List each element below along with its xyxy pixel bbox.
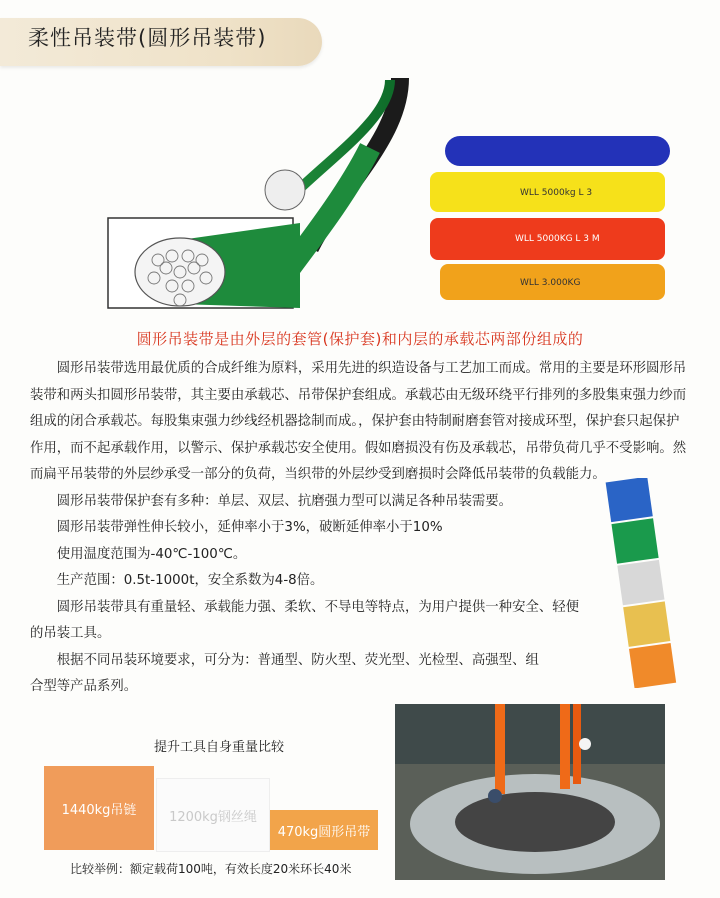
paragraph-intro: 圆形吊装带选用最优质的合成纤维为原料，采用先进的织造设备与工艺加工而成。常用的主要是环形圆形吊装带和两头扣圆形吊装带，其主要由承载芯、吊带保护套组成。承载芯由无级环绕平行排列的多股集束强力纱而组成的闭合承载芯。每股集束强力纱线经机器捻制而成。，保护套由特制耐磨套管对接成环型，保护套只起保护作用，而不起承载作用，以警示、保护承载芯安全使用。假如磨损没有伤及承载芯，吊带负荷几乎不受影响。然而扁平吊装带的外层纱承受一部分的负荷，当织带的外层纱受到磨损时会降低吊装带的负载能力。 [30, 361, 687, 482]
page-title: 柔性吊装带(圆形吊装带) [28, 26, 267, 50]
sling-color-strip [590, 478, 700, 688]
line-range: 生产范围：0.5t-1000t，安全系数为4-8倍。 [56, 573, 324, 588]
line-features: 圆形吊装带具有重量轻、承载能力强、柔软、不导电等特点，为用户提供一种安全、轻便的吊装工具。 [30, 599, 580, 641]
comparison-title: 提升工具自身重量比较 [154, 740, 285, 755]
fiber-core-small [265, 170, 305, 210]
weight-bar-wire-rope: 1200kg钢丝绳 [156, 778, 270, 852]
lifting-operation-photo [395, 704, 665, 880]
line-types: 根据不同吊装环境要求，可分为：普通型、防火型、荧光型、光检型、高强型、组合型等产品系列。 [30, 652, 539, 694]
sling-label-3: WLL 3.000KG [520, 278, 581, 288]
comparison-note: 比较举例：额定载荷100吨，有效长度20米环长40米 [70, 862, 352, 876]
weight-bar-round-sling: 470kg圆形吊带 [270, 810, 378, 850]
line-temp: 使用温度范围为-40℃-100℃。 [56, 546, 247, 562]
sling-label-1: WLL 5000kg L 3 [520, 188, 593, 198]
hero-caption: 圆形吊装带是由外层的套管(保护套)和内层的承载芯两部份组成的 [136, 330, 584, 348]
fiber-core-large [135, 238, 225, 306]
weight-bar-chain: 1440kg吊链 [44, 766, 154, 850]
line-protect: 圆形吊装带保护套有多种：单层、双层、抗磨强力型可以满足各种吊装需要。 [56, 493, 513, 509]
sling-label-2: WLL 5000KG L 3 M [515, 234, 600, 244]
line-elastic: 圆形吊装带弹性伸长较小，延伸率小于3%，破断延伸率小于10% [56, 520, 443, 535]
product-hero-illustration [100, 78, 680, 318]
sling-stack [430, 136, 670, 300]
